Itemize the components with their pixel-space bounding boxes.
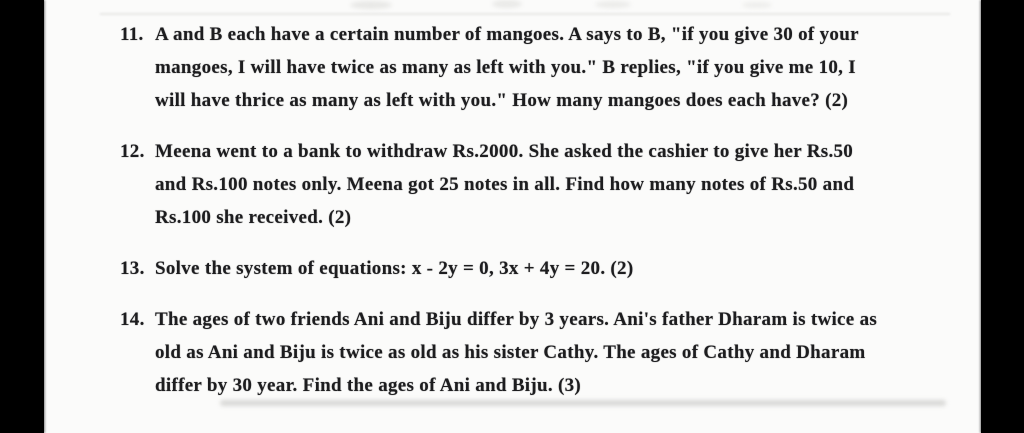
question-text-line: mangoes, I will have twice as many as left with you." B replies, "if you give me 10, I [155,57,856,78]
left-black-bar [0,0,44,433]
question-text-line: A and B each have a certain number of mangoes. A says to B, "if you give 30 of your [155,24,859,45]
question-number: 12. [120,141,145,162]
question-text-line: will have thrice as many as left with you." How many mangoes does each have? (2) [155,90,849,111]
question-lines [155,252,951,285]
question-text-line: Meena went to a bank to withdraw Rs.2000. She asked the cashier to give her Rs.50 [155,141,854,162]
question-number: 14. [120,309,145,330]
question-text-line: Rs.100 she received. (2) [155,207,352,228]
question-item [120,135,951,234]
question-lines [155,303,951,402]
questions-list [44,0,981,433]
question-text-line: differ by 30 year. Find the ages of Ani and Biju. (3) [155,375,582,396]
question-item [120,252,951,285]
question-number: 13. [120,258,145,279]
question-number: 11. [120,24,144,45]
question-lines [155,18,951,117]
question-text-line: old as Ani and Biju is twice as old as his sister Cathy. The ages of Cathy and Dharam [155,342,866,363]
question-item [120,18,951,117]
question-text-line: Solve the system of equations: x - 2y = 0, 3x + 4y = 20. (2) [155,258,634,279]
question-text-line: The ages of two friends Ani and Biju differ by 3 years. Ani's father Dharam is twice as [155,309,878,330]
question-text-line: and Rs.100 notes only. Meena got 25 notes in all. Find how many notes of Rs.50 and [155,174,855,195]
right-black-bar [981,0,1024,433]
question-item [120,303,951,402]
question-lines [155,135,951,234]
